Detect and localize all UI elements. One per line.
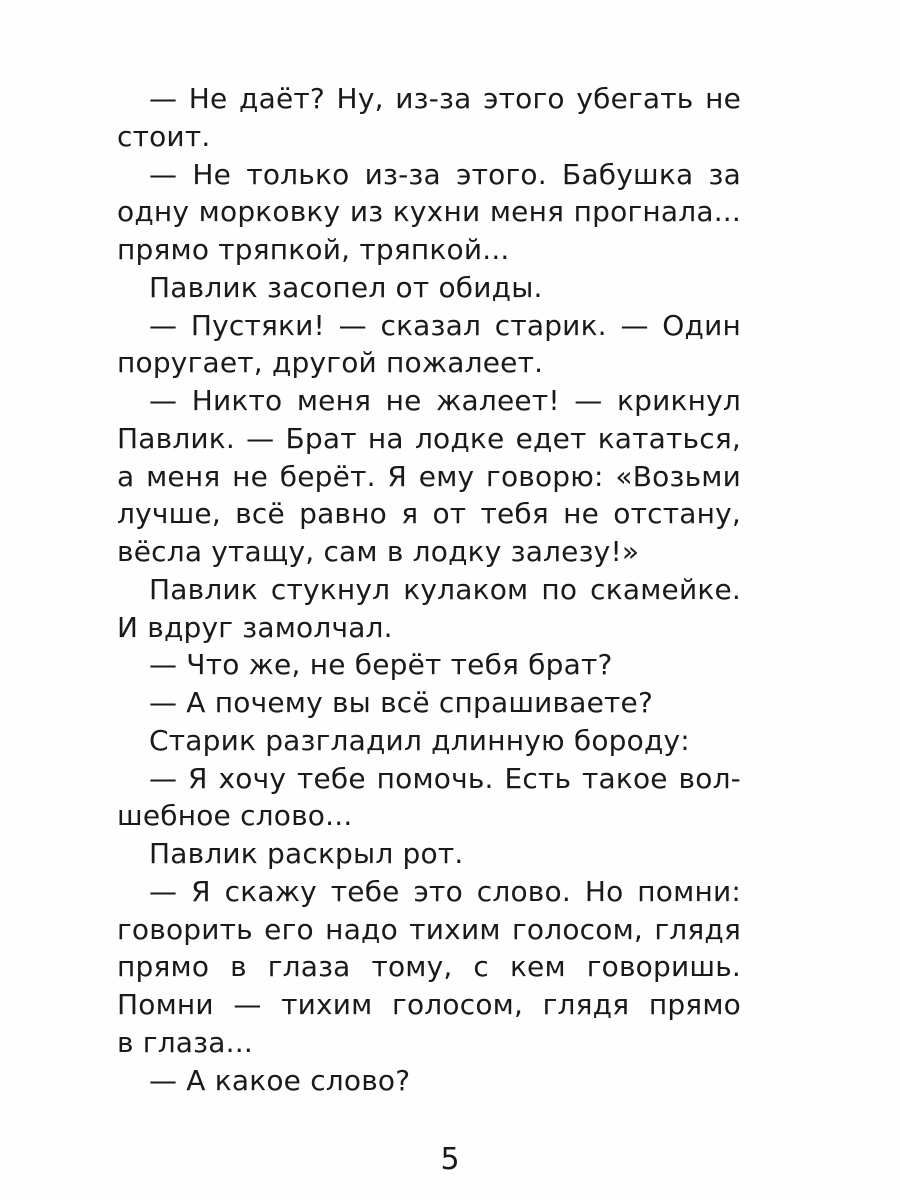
text-line: — Не только из-за этого. Бабушка за: [149, 157, 741, 191]
text-line: Павлик. — Брат на лодке едет кататься,: [117, 421, 741, 455]
text-line: Павлик раскрыл рот.: [149, 837, 464, 870]
text-line: шебное слово...: [117, 799, 353, 833]
text-line: И вдруг замолчал.: [117, 610, 393, 644]
text-line: Павлик стукнул кулаком по скамейке.: [149, 572, 741, 606]
text-line: поругает, другой пожалеет.: [117, 346, 544, 380]
body-text: [117, 80, 741, 1099]
text-line: — А почему вы всё спрашиваете?: [149, 686, 654, 719]
text-line: — А какое слово?: [149, 1063, 411, 1097]
text-line: — Пустяки! — сказал старик. — Один: [149, 308, 741, 342]
text-line: говорить его надо тихим голосом, глядя: [117, 912, 741, 946]
text-line: а меня не берёт. Я ему говорю: «Возьми: [117, 459, 741, 493]
text-line: вёсла утащу, сам в лодку залезу!»: [117, 535, 640, 568]
text-line: лучше, всё равно я от тебя не отстану,: [117, 497, 741, 531]
text-line: прямо тряпкой, тряпкой...: [117, 233, 510, 266]
text-line: стоит.: [117, 119, 211, 153]
text-line: прямо в глаза тому, с кем говоришь.: [117, 950, 741, 984]
text-line: — Никто меня не жалеет! — крикнул: [149, 384, 741, 417]
text-line: Помни — тихим голосом, глядя прямо: [117, 988, 741, 1021]
text-line: — Не даёт? Ну, из-за этого убегать не: [149, 82, 741, 115]
text-line: — Что же, не берёт тебя брат?: [149, 648, 613, 682]
text-line: Старик разгладил длинную бороду:: [149, 723, 690, 757]
text-line: — Я хочу тебе помочь. Есть такое вол-: [149, 761, 741, 795]
text-line: в глаза...: [117, 1025, 253, 1059]
text-line: Павлик засопел от обиды.: [149, 270, 543, 304]
page-number: 5: [440, 1142, 460, 1177]
text-line: одну морковку из кухни меня прогнала...: [117, 195, 741, 229]
text-line: — Я скажу тебе это слово. Но помни:: [149, 874, 741, 908]
